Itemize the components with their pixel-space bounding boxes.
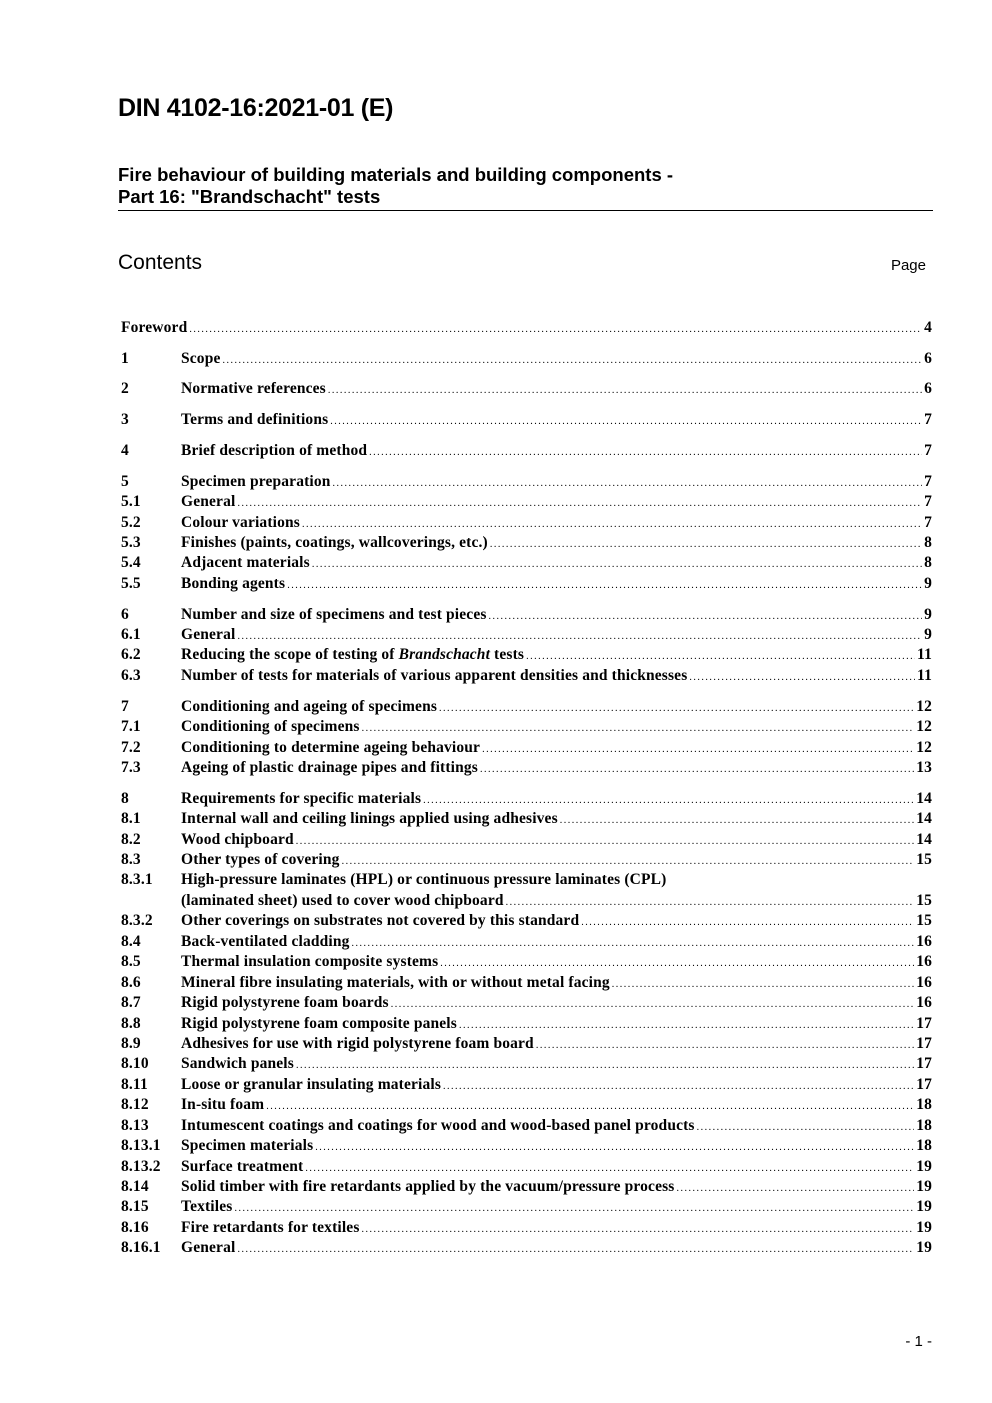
toc-number: 2 bbox=[121, 380, 129, 398]
toc-leader bbox=[423, 791, 914, 811]
toc-entry-8-4[interactable] bbox=[121, 932, 932, 952]
toc-page: 18 bbox=[916, 1116, 932, 1134]
toc-title: General bbox=[181, 626, 236, 644]
toc-title: Solid timber with fire retardants applied by the vacuum/pressure process bbox=[181, 1178, 675, 1195]
toc-leader bbox=[506, 893, 915, 913]
toc-leader bbox=[223, 351, 923, 371]
toc-entry-2[interactable] bbox=[121, 379, 932, 399]
toc-entry-8-1[interactable] bbox=[121, 809, 932, 829]
toc-page: 13 bbox=[916, 758, 932, 776]
toc-page: 7 bbox=[924, 441, 932, 459]
toc-page: 15 bbox=[916, 891, 932, 909]
toc-entry-7-3[interactable] bbox=[121, 758, 932, 778]
toc-entry-8-10[interactable] bbox=[121, 1054, 932, 1074]
toc-title: Conditioning to determine ageing behaviour bbox=[181, 738, 481, 756]
toc-entry-foreword[interactable] bbox=[121, 318, 932, 338]
toc-title: Conditioning and ageing of specimens bbox=[181, 697, 438, 715]
toc-number: 5.2 bbox=[121, 513, 141, 531]
toc-number: 8.7 bbox=[121, 994, 141, 1012]
toc-number: 5.3 bbox=[121, 533, 141, 551]
toc-entry-8-7[interactable] bbox=[121, 993, 932, 1013]
toc-number: 7 bbox=[121, 697, 129, 715]
toc-page: 18 bbox=[916, 1137, 932, 1155]
toc-page: 18 bbox=[916, 1096, 932, 1114]
toc-page: 11 bbox=[917, 646, 932, 664]
toc-title: Bonding agents bbox=[181, 574, 286, 592]
toc-title: Other coverings on substrates not covered by this standard bbox=[181, 912, 580, 930]
toc-number: 8.10 bbox=[121, 1055, 149, 1073]
document-subtitle bbox=[118, 164, 933, 211]
toc-leader bbox=[536, 1036, 914, 1056]
toc-number: 8.15 bbox=[121, 1198, 149, 1216]
toc-page: 17 bbox=[916, 1075, 932, 1093]
toc-title: Loose or granular insulating materials bbox=[181, 1075, 442, 1093]
toc-entry-8-3-2[interactable] bbox=[121, 911, 932, 931]
toc-page: 8 bbox=[924, 554, 932, 572]
toc-leader bbox=[526, 647, 915, 667]
toc-entry-8-16[interactable] bbox=[121, 1218, 932, 1238]
toc-title: Back-ventilated cladding bbox=[181, 932, 350, 950]
toc-leader bbox=[237, 494, 922, 514]
toc-entry-5-5[interactable] bbox=[121, 574, 932, 594]
toc-number: 6.3 bbox=[121, 666, 141, 684]
toc-title: Adjacent materials bbox=[181, 554, 310, 572]
toc-title: Other types of covering bbox=[181, 851, 340, 868]
toc-entry-8-14[interactable] bbox=[121, 1177, 932, 1197]
toc-page: 12 bbox=[916, 697, 932, 715]
toc-title: Mineral fibre insulating materials, with or without metal facing bbox=[181, 973, 610, 991]
toc-title: Rigid polystyrene foam composite panels bbox=[181, 1014, 457, 1032]
toc-entry-8-8[interactable] bbox=[121, 1014, 932, 1034]
toc-number: 8.5 bbox=[121, 953, 141, 971]
toc-page: 12 bbox=[916, 738, 932, 756]
toc-title: Textiles bbox=[181, 1198, 233, 1216]
toc-leader bbox=[480, 760, 914, 780]
toc-leader bbox=[296, 1056, 914, 1076]
toc-leader bbox=[315, 1138, 914, 1158]
toc-number: 8.9 bbox=[121, 1034, 141, 1052]
toc-page: 9 bbox=[924, 626, 932, 644]
toc-title: Number of tests for materials of various apparent densities and thicknesses bbox=[181, 666, 688, 684]
toc-leader bbox=[581, 913, 914, 933]
toc-title: Thermal insulation composite systems bbox=[181, 953, 439, 971]
toc-number: 8.16.1 bbox=[121, 1239, 161, 1257]
toc-page: 19 bbox=[916, 1157, 932, 1175]
toc-number: 8.12 bbox=[121, 1096, 149, 1114]
toc-title: Sandwich panels bbox=[181, 1055, 294, 1073]
toc-title: (laminated sheet) used to cover wood chipboard bbox=[181, 891, 504, 909]
toc-title: Terms and definitions bbox=[181, 411, 329, 429]
toc-title: Requirements for specific materials bbox=[181, 789, 422, 807]
toc-title: Colour variations bbox=[181, 513, 300, 531]
toc-page: 7 bbox=[924, 493, 932, 511]
toc-entry-6-3[interactable] bbox=[121, 666, 932, 686]
toc-page: 14 bbox=[916, 789, 932, 807]
toc-leader bbox=[333, 474, 923, 494]
toc-title: Scope bbox=[181, 349, 221, 367]
toc-title: General bbox=[181, 1239, 236, 1257]
table-of-contents bbox=[121, 318, 932, 1259]
toc-number: 6.1 bbox=[121, 626, 141, 644]
toc-title: Specimen materials bbox=[181, 1137, 314, 1155]
toc-number: 8.16 bbox=[121, 1218, 149, 1236]
toc-title: Wood chipboard bbox=[181, 830, 294, 848]
toc-title: High-pressure laminates (HPL) or continuous pressure laminates (CPL) bbox=[181, 871, 667, 889]
toc-leader bbox=[287, 576, 922, 596]
toc-page: 16 bbox=[916, 973, 932, 991]
toc-entry-8-11[interactable] bbox=[121, 1075, 932, 1095]
toc-entry-5-2[interactable] bbox=[121, 513, 932, 533]
toc-title: Number and size of specimens and test pieces bbox=[181, 605, 487, 623]
toc-leader bbox=[352, 934, 915, 954]
toc-number: 4 bbox=[121, 441, 129, 459]
toc-entry-7-1[interactable] bbox=[121, 717, 932, 737]
toc-leader bbox=[237, 627, 922, 647]
toc-leader bbox=[234, 1199, 914, 1219]
toc-title: Normative references bbox=[181, 380, 326, 398]
toc-leader bbox=[612, 975, 914, 995]
toc-page: 14 bbox=[916, 830, 932, 848]
toc-leader bbox=[490, 535, 922, 555]
toc-number: 5.4 bbox=[121, 554, 141, 572]
toc-number: 8.3 bbox=[121, 851, 141, 868]
toc-number: 5 bbox=[121, 472, 129, 490]
toc-number: 8.14 bbox=[121, 1178, 149, 1195]
toc-leader bbox=[189, 320, 922, 340]
toc-entry-8-2[interactable] bbox=[121, 830, 932, 850]
toc-title: Surface treatment bbox=[181, 1157, 304, 1175]
toc-number: 8.8 bbox=[121, 1014, 141, 1032]
toc-page: 15 bbox=[916, 851, 932, 868]
toc-entry-7-2[interactable] bbox=[121, 738, 932, 758]
toc-page: 17 bbox=[916, 1014, 932, 1032]
toc-page: 8 bbox=[924, 533, 932, 551]
page-number: - 1 - bbox=[905, 1333, 932, 1350]
toc-leader bbox=[302, 515, 922, 535]
toc-page: 12 bbox=[916, 718, 932, 736]
toc-number: 8.13 bbox=[121, 1116, 149, 1134]
toc-title: Conditioning of specimens bbox=[181, 718, 360, 736]
toc-title-part: tests bbox=[490, 646, 525, 664]
toc-entry-4[interactable] bbox=[121, 441, 932, 461]
toc-page: 17 bbox=[916, 1034, 932, 1052]
toc-leader bbox=[330, 412, 922, 432]
toc-page: 19 bbox=[916, 1218, 932, 1236]
toc-leader bbox=[305, 1159, 914, 1179]
page-column-label: Page bbox=[890, 257, 926, 274]
toc-number: 7.2 bbox=[121, 738, 141, 756]
toc-entry-8-13-1[interactable] bbox=[121, 1136, 932, 1156]
toc-leader bbox=[342, 852, 915, 872]
toc-leader bbox=[328, 381, 922, 401]
toc-entry-8-12[interactable] bbox=[121, 1095, 932, 1115]
toc-leader bbox=[369, 443, 922, 463]
toc-page: 6 bbox=[924, 380, 932, 398]
toc-leader bbox=[237, 1240, 914, 1260]
toc-page: 11 bbox=[917, 666, 932, 684]
toc-entry-6[interactable] bbox=[121, 605, 932, 625]
toc-leader bbox=[362, 719, 915, 739]
toc-number: 8.3.1 bbox=[121, 871, 153, 889]
toc-page: 9 bbox=[924, 574, 932, 592]
toc-entry-8-5[interactable] bbox=[121, 952, 932, 972]
toc-leader bbox=[560, 811, 914, 831]
toc-entry-8-9[interactable] bbox=[121, 1034, 932, 1054]
toc-page: 9 bbox=[924, 605, 932, 623]
toc-page: 7 bbox=[924, 472, 932, 490]
toc-title: Fire retardants for textiles bbox=[181, 1218, 360, 1236]
subtitle-line-2: Part 16: "Brandschacht" tests bbox=[118, 186, 381, 207]
toc-page: 19 bbox=[916, 1198, 932, 1216]
toc-entry-5-1[interactable] bbox=[121, 492, 932, 512]
toc-title: Specimen preparation bbox=[181, 472, 331, 490]
toc-title: Ageing of plastic drainage pipes and fittings bbox=[181, 758, 478, 776]
toc-leader bbox=[676, 1179, 914, 1199]
toc-page: 19 bbox=[916, 1178, 932, 1195]
toc-entry-8-3-1-continued[interactable] bbox=[121, 891, 932, 911]
toc-page: 14 bbox=[916, 810, 932, 828]
toc-number: 8.6 bbox=[121, 973, 141, 991]
toc-leader bbox=[689, 668, 915, 688]
toc-entry-8-16-1[interactable] bbox=[121, 1238, 932, 1258]
toc-leader bbox=[439, 699, 914, 719]
toc-number: 8.1 bbox=[121, 810, 141, 828]
toc-entry-3[interactable] bbox=[121, 410, 932, 430]
toc-number: 3 bbox=[121, 411, 129, 429]
contents-heading: Contents bbox=[118, 251, 203, 274]
toc-entry-8[interactable] bbox=[121, 789, 932, 809]
toc-title: Brief description of method bbox=[181, 441, 368, 459]
toc-page: 16 bbox=[916, 953, 932, 971]
toc-entry-6-2[interactable] bbox=[121, 645, 932, 665]
toc-entry-5-4[interactable] bbox=[121, 553, 932, 573]
toc-number: 8.13.1 bbox=[121, 1137, 161, 1155]
toc-leader bbox=[440, 954, 914, 974]
toc-number: 8.4 bbox=[121, 932, 141, 950]
toc-entry-8-3[interactable] bbox=[121, 850, 932, 870]
toc-entry-7[interactable] bbox=[121, 697, 932, 717]
toc-leader bbox=[391, 995, 914, 1015]
toc-entry-8-13-2[interactable] bbox=[121, 1157, 932, 1177]
toc-entry-1[interactable] bbox=[121, 349, 932, 369]
toc-number: 8.2 bbox=[121, 830, 141, 848]
toc-entry-8-13[interactable] bbox=[121, 1116, 932, 1136]
toc-title: Intumescent coatings and coatings for wood and wood-based panel products bbox=[181, 1116, 695, 1134]
toc-title-part: Reducing the scope of testing of bbox=[181, 646, 399, 664]
subtitle-line-1: Fire behaviour of building materials and building components - bbox=[118, 164, 674, 185]
toc-page: 15 bbox=[916, 912, 932, 930]
toc-title: Finishes (paints, coatings, wallcoverings, etc.) bbox=[181, 533, 488, 551]
toc-title: Adhesives for use with rigid polystyrene foam board bbox=[181, 1034, 534, 1052]
toc-leader bbox=[266, 1097, 914, 1117]
toc-leader bbox=[362, 1220, 915, 1240]
toc-leader bbox=[489, 607, 923, 627]
toc-title bbox=[181, 645, 526, 665]
toc-title: Internal wall and ceiling linings applied using adhesives bbox=[181, 810, 558, 828]
toc-number: 7.3 bbox=[121, 758, 141, 776]
toc-title: Rigid polystyrene foam boards bbox=[181, 994, 389, 1012]
toc-number: 8.13.2 bbox=[121, 1157, 161, 1175]
toc-page: 19 bbox=[916, 1239, 932, 1257]
toc-page: 16 bbox=[916, 932, 932, 950]
toc-page: 7 bbox=[924, 513, 932, 531]
toc-page: 4 bbox=[924, 319, 932, 336]
toc-leader bbox=[443, 1077, 914, 1097]
toc-leader bbox=[312, 555, 922, 575]
toc-page: 17 bbox=[916, 1055, 932, 1073]
toc-entry-8-15[interactable] bbox=[121, 1197, 932, 1217]
toc-page: 6 bbox=[924, 349, 932, 367]
document-title: DIN 4102-16:2021-01 (E) bbox=[118, 94, 394, 122]
toc-entry-8-6[interactable] bbox=[121, 973, 932, 993]
toc-leader bbox=[296, 832, 914, 852]
toc-leader bbox=[482, 740, 914, 760]
toc-page: 16 bbox=[916, 994, 932, 1012]
toc-number: 7.1 bbox=[121, 718, 141, 736]
toc-entry-5-3[interactable] bbox=[121, 533, 932, 553]
toc-entry-8-3-1[interactable] bbox=[121, 870, 932, 890]
toc-number: 8.3.2 bbox=[121, 912, 153, 930]
toc-title: In-situ foam bbox=[181, 1096, 265, 1114]
toc-number: 8 bbox=[121, 789, 129, 807]
toc-title-italic: Brandschacht bbox=[398, 646, 491, 664]
toc-number: 5.1 bbox=[121, 493, 141, 511]
toc-entry-6-1[interactable] bbox=[121, 625, 932, 645]
toc-number: 5.5 bbox=[121, 574, 141, 592]
toc-number: 6.2 bbox=[121, 646, 141, 664]
toc-title: Foreword bbox=[121, 319, 188, 336]
toc-title: General bbox=[181, 493, 236, 511]
toc-page: 7 bbox=[924, 411, 932, 429]
toc-entry-5[interactable] bbox=[121, 472, 932, 492]
toc-number: 6 bbox=[121, 605, 129, 623]
toc-leader bbox=[697, 1118, 915, 1138]
toc-leader bbox=[459, 1016, 914, 1036]
toc-number: 8.11 bbox=[121, 1075, 148, 1093]
toc-number: 1 bbox=[121, 349, 129, 367]
